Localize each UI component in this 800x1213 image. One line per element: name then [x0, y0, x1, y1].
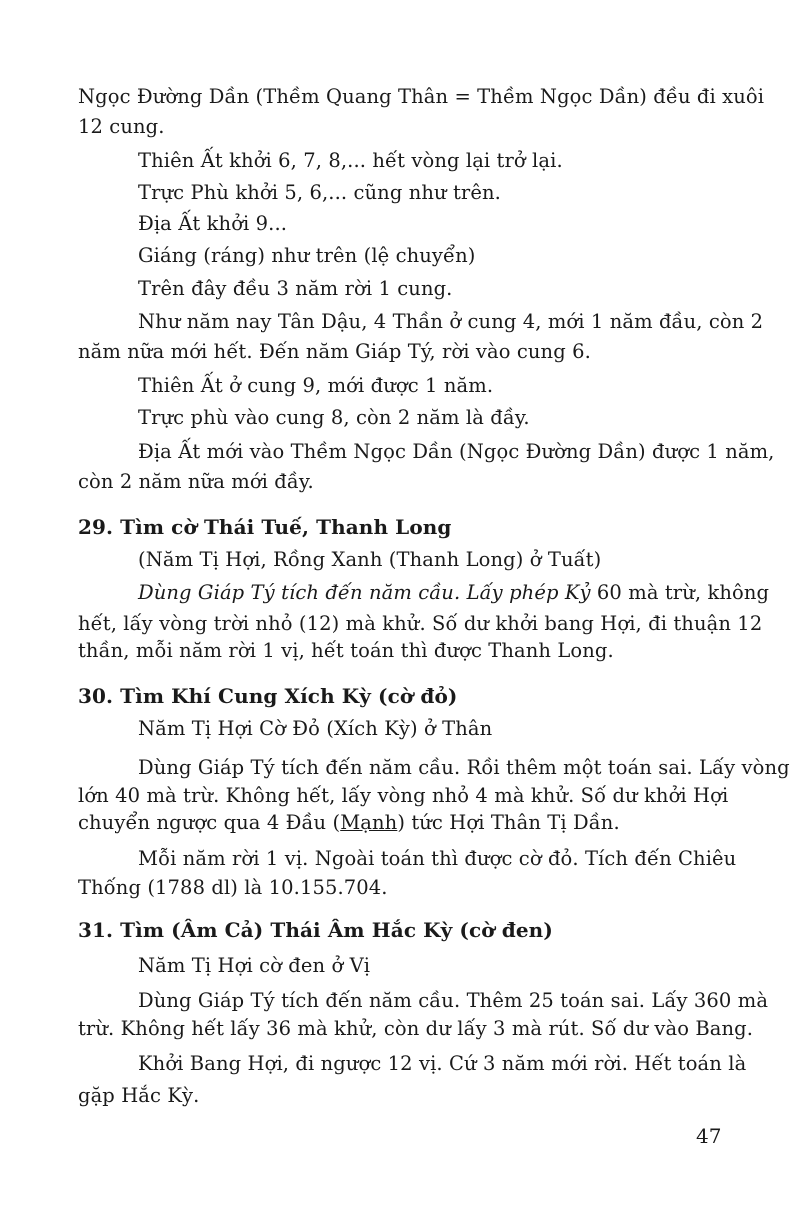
- text-line: Mỗi năm rời 1 vị. Ngoài toán thì được cờ đỏ. Tích đến Chiêu: [138, 847, 737, 870]
- text-line: Dùng Giáp Tý tích đến năm cầu. Rồi thêm một toán sai. Lấy vòng: [138, 756, 790, 779]
- underlined-text: Mạnh: [340, 811, 398, 834]
- text-line: hết, lấy vòng trời nhỏ (12) mà khử. Số dư khởi bang Hợi, đi thuận 12: [78, 612, 763, 635]
- italic-text: Dùng Giáp Tý tích đến năm cầu. Lấy phép Kỷ: [138, 581, 591, 604]
- text-line: còn 2 năm nữa mới đầy.: [78, 470, 314, 493]
- text-line: Trực phù vào cung 8, còn 2 năm là đầy.: [138, 406, 530, 429]
- text-line: Thiên Ất ở cung 9, mới được 1 năm.: [138, 374, 494, 397]
- text-line: trừ. Không hết lấy 36 mà khử, còn dư lấy 3 mà rút. Số dư vào Bang.: [78, 1017, 754, 1040]
- text-line: Năm Tị Hợi Cờ Đỏ (Xích Kỳ) ở Thân: [138, 717, 493, 740]
- page-number: 47: [696, 1124, 722, 1148]
- text-line: Dùng Giáp Tý tích đến năm cầu. Thêm 25 toán sai. Lấy 360 mà: [138, 989, 769, 1012]
- text-line: Ngọc Đường Dần (Thềm Quang Thân = Thềm Ngọc Dần) đều đi xuôi: [78, 85, 765, 108]
- section-heading: 30. Tìm Khí Cung Xích Kỳ (cờ đỏ): [78, 684, 458, 708]
- text-line: [138, 580, 769, 606]
- text-line: Thống (1788 dl) là 10.155.704.: [78, 876, 388, 899]
- text-line: Giáng (ráng) như trên (lệ chuyển): [138, 244, 476, 267]
- text-line: [78, 810, 620, 836]
- text-line: năm nữa mới hết. Đến năm Giáp Tý, rời vào cung 6.: [78, 340, 591, 363]
- text-line: lớn 40 mà trừ. Không hết, lấy vòng nhỏ 4 mà khử. Số dư khởi Hợi: [78, 784, 729, 807]
- text-line: Như năm nay Tân Dậu, 4 Thần ở cung 4, mới 1 năm đầu, còn 2: [138, 310, 764, 333]
- text-line: thần, mỗi năm rời 1 vị, hết toán thì được Thanh Long.: [78, 639, 614, 662]
- section-heading: 31. Tìm (Âm Cả) Thái Âm Hắc Kỳ (cờ đen): [78, 918, 553, 942]
- text-line: Năm Tị Hợi cờ đen ở Vị: [138, 954, 371, 977]
- text-line: (Năm Tị Hợi, Rồng Xanh (Thanh Long) ở Tuất): [138, 548, 602, 571]
- text-line: 12 cung.: [78, 115, 165, 138]
- text-line: Địa Ất khởi 9...: [138, 212, 288, 235]
- text-line: Trực Phù khởi 5, 6,... cũng như trên.: [138, 181, 501, 204]
- text-line: Địa Ất mới vào Thềm Ngọc Dần (Ngọc Đường Dần) được 1 năm,: [138, 440, 775, 463]
- text-line: Thiên Ất khởi 6, 7, 8,... hết vòng lại trở lại.: [138, 149, 563, 172]
- text-line: gặp Hắc Kỳ.: [78, 1084, 200, 1107]
- text-span: chuyển ngược qua 4 Đầu (: [78, 811, 341, 834]
- text-line: Trên đây đều 3 năm rời 1 cung.: [138, 277, 453, 300]
- section-heading: 29. Tìm cờ Thái Tuế, Thanh Long: [78, 515, 452, 539]
- text-line: Khởi Bang Hợi, đi ngược 12 vị. Cứ 3 năm mới rời. Hết toán là: [138, 1052, 747, 1075]
- text-span: 60 mà trừ, không: [590, 581, 770, 604]
- text-span: ) tức Hợi Thân Tị Dần.: [397, 811, 620, 834]
